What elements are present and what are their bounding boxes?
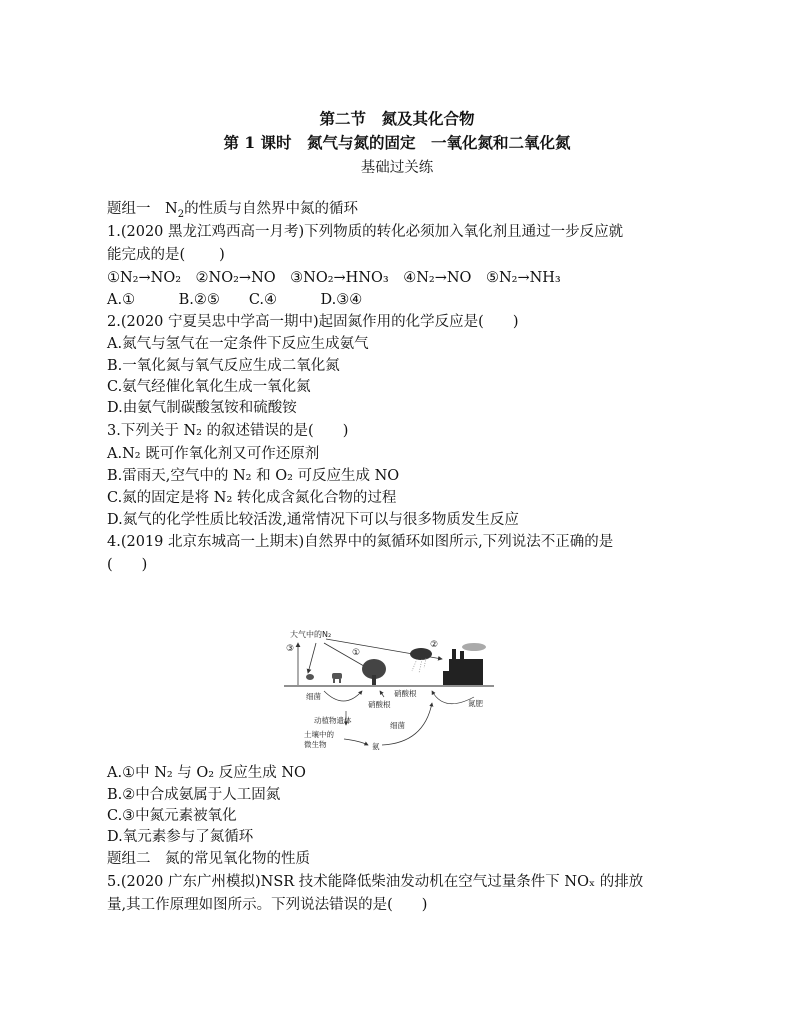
fig-circle-1: ① — [352, 648, 361, 658]
group1-heading — [107, 199, 358, 225]
fig-circle-3: ③ — [286, 644, 295, 654]
q1-stem-line2 — [107, 245, 225, 265]
fig-factory — [443, 643, 486, 685]
fig-label-bacteria-right: 细菌 — [390, 721, 405, 730]
q1-stem-line1: 1.(2020 黑龙江鸡西高一月考)下列物质的转化必须加入氧化剂且通过一步反应就 — [107, 224, 624, 240]
fig-label-microbe-2: 微生物 — [304, 740, 327, 749]
fig-label-nitrate-top: 硝酸根 — [394, 689, 417, 698]
fig-label-bacteria-left: 细菌 — [306, 692, 321, 701]
fig-label-remains: 动植物遗体 — [314, 716, 352, 725]
fig-label-nitrate-mid: 硝酸根 — [368, 700, 391, 709]
q1-items: ①N₂→NO₂ ②NO₂→NO ③NO₂→HNO₃ ④N₂→NO ⑤N₂→NH₃ — [107, 270, 561, 286]
q3-option-b: B.雷雨天,空气中的 N₂ 和 O₂ 可反应生成 NO — [107, 468, 400, 484]
exercise-subtitle: 基础过关练 — [360, 160, 434, 176]
group1-heading-symbol: N — [165, 201, 178, 217]
q4-option-b: B.②中合成氨属于人工固氮 — [107, 787, 281, 803]
q2-stem: 2.(2020 宁夏吴忠中学高一期中)起固氮作用的化学反应是( ) — [107, 314, 519, 330]
q2-option-d: D.由氨气制碳酸氢铵和硫酸铵 — [107, 400, 297, 416]
fig-label-fertilizer: 氮肥 — [468, 699, 483, 708]
group2-heading: 题组二 氮的常见氧化物的性质 — [107, 851, 310, 867]
fig-lightning-cloud — [410, 648, 432, 673]
q4-option-c: C.③中氮元素被氧化 — [107, 808, 237, 824]
group1-heading-suffix: 的性质与自然界中氮的循环 — [184, 201, 359, 217]
fig-label-microbe-1: 土壤中的 — [304, 730, 334, 739]
q2-option-b: B.一氧化氮与氧气反应生成二氧化氮 — [107, 358, 340, 374]
q4-option-a: A.①中 N₂ 与 O₂ 反应生成 NO — [107, 765, 306, 781]
q3-option-c: C.氮的固定是将 N₂ 转化成含氮化合物的过程 — [107, 490, 397, 506]
q4-option-d: D.氧元素参与了氮循环 — [107, 829, 254, 845]
q2-option-c: C.氨气经催化氧化生成一氧化氮 — [107, 379, 311, 395]
q1-options: A.① B.②⑤ C.④ D.③④ — [107, 292, 363, 308]
group1-heading-subscript: 2 — [177, 208, 185, 220]
fig-curve-microbe — [344, 739, 368, 745]
section-title: 第二节 氮及其化合物 — [319, 109, 475, 128]
group1-heading-prefix: 题组一 — [107, 201, 165, 217]
fig-curve-bacteria — [324, 691, 362, 701]
fig-label-atm: 大气中的N₂ — [290, 630, 332, 639]
q2-option-a: A.氮气与氢气在一定条件下反应生成氨气 — [107, 336, 369, 352]
q4-answer-paren: ( ) — [107, 557, 148, 573]
fig-tree — [362, 659, 386, 685]
q3-option-a: A.N₂ 既可作氧化剂又可作还原剂 — [107, 446, 320, 462]
fig-label-ammonia: 氨 — [372, 742, 380, 751]
q4-stem: 4.(2019 北京东城高一上期末)自然界中的氮循环如图所示,下列说法不正确的是 — [107, 534, 614, 550]
q3-option-d: D.氮气的化学性质比较活泼,通常情况下可以与很多物质发生反应 — [107, 512, 519, 528]
fig-arrow-to-plant — [308, 643, 316, 673]
q5-stem-line1: 5.(2020 广东广州模拟)NSR 技术能降低柴油发动机在空气过量条件下 NOₓ 的排放 — [107, 874, 644, 890]
fig-arrow-nitrate — [380, 691, 384, 697]
q5-stem-line2: 量,其工作原理如图所示。下列说法错误的是( ) — [107, 897, 428, 913]
fig-circle-2: ② — [430, 640, 439, 650]
q1-stem-text: 能完成的是( — [107, 247, 186, 263]
nitrogen-cycle-figure — [284, 627, 499, 755]
lesson-title: 第 1 课时 氮气与氮的固定 一氧化氮和二氧化氮 — [223, 133, 571, 152]
q3-stem: 3.下列关于 N₂ 的叙述错误的是( ) — [107, 423, 349, 439]
fig-animals — [306, 673, 342, 683]
q1-paren-close: ) — [219, 247, 225, 263]
